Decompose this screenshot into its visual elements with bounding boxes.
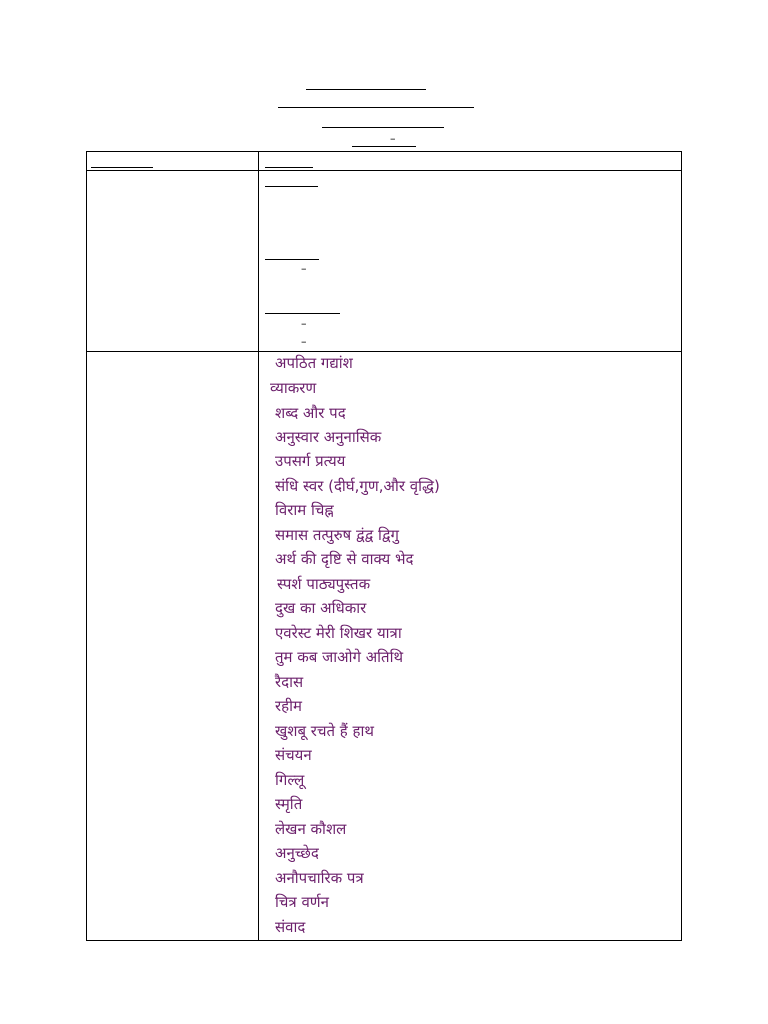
row1-dash-2: – — [301, 317, 307, 330]
topic-item: स्पर्श पाठ्यपुस्तक — [277, 575, 371, 593]
table-column-divider — [258, 151, 259, 941]
title-line-3 — [322, 127, 444, 128]
topic-item: अपठित गद्यांश — [275, 354, 353, 372]
row1-entry-3-underline — [265, 313, 340, 314]
topic-item: व्याकरण — [270, 379, 317, 397]
topic-item: अर्थ की दृष्टि से वाक्य भेद — [275, 550, 414, 568]
header-cell-1-underline — [91, 167, 153, 168]
header-cell-2-underline — [265, 167, 313, 168]
table-row-divider — [86, 351, 682, 352]
title-line-4 — [352, 146, 416, 147]
topic-item: एवरेस्ट मेरी शिखर यात्रा — [275, 624, 402, 642]
syllabus-table — [86, 151, 682, 941]
topic-item: संवाद — [275, 918, 306, 936]
row1-entry-1-underline — [265, 186, 318, 187]
topic-item: अनुस्वार अनुनासिक — [275, 428, 382, 446]
topic-item: तुम कब जाओगे अतिथि — [275, 648, 404, 666]
topic-item: रैदास — [275, 673, 304, 691]
topic-item: स्मृति — [275, 795, 303, 813]
title-line-1 — [306, 89, 426, 90]
topic-item: अनुच्छेद — [275, 844, 319, 862]
topic-item: संधि स्वर (दीर्घ,गुण,और वृद्धि) — [275, 477, 440, 495]
topic-item: गिल्लू — [275, 771, 305, 789]
row1-dash-1: – — [301, 262, 307, 275]
topic-item: शब्द और पद — [275, 404, 346, 422]
topic-item: खुशबू रचते हैं हाथ — [275, 722, 374, 740]
row1-entry-2-underline — [265, 259, 319, 260]
row1-dash-3: – — [301, 335, 307, 348]
topic-item: उपसर्ग प्रत्यय — [275, 452, 346, 470]
topic-item: रहीम — [275, 697, 302, 715]
title-dash: – — [390, 132, 396, 145]
topic-item: समास तत्पुरुष द्वंद्व द्विगु — [275, 526, 399, 544]
topic-item: संचयन — [275, 746, 312, 764]
topic-item: अनौपचारिक पत्र — [275, 869, 364, 887]
title-line-2 — [278, 107, 474, 108]
topic-item: विराम चिह्न — [275, 501, 334, 519]
table-header-divider — [86, 170, 682, 171]
topic-item: लेखन कौशल — [275, 820, 347, 838]
topic-item: चित्र वर्णन — [275, 893, 329, 911]
topic-item: दुख का अधिकार — [275, 599, 367, 617]
